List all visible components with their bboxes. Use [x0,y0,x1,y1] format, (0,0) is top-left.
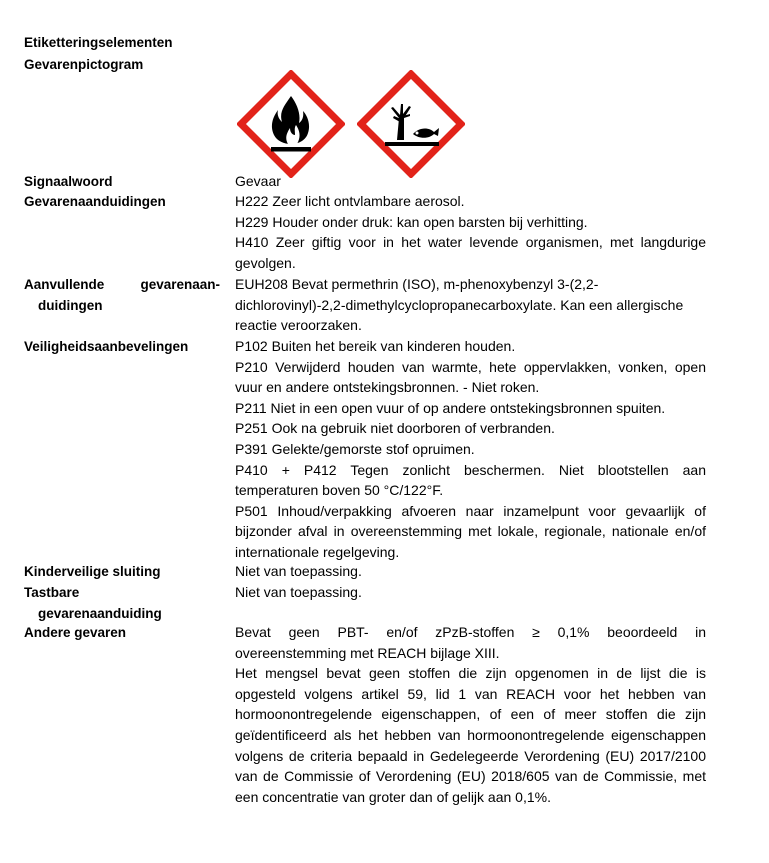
hazard-statements-label: Gevarenaanduidingen [24,194,166,209]
hazard-statement: H222 Zeer licht ontvlambare aerosol. [235,193,465,209]
other-hazards-paragraph: Het mengsel bevat geen stoffen die zijn opgenomen in de lijst die is opgesteld volgens artikel 59, lid 1 van REACH voor het hebben van hormoonontregelende eigenschappen, of een of meer stoffen die zijn geïdentificeerd als het hebben van hormoonontregelende eigenschappen volgens de criteria bepaald in Gedelegeerde Verordening (EU) 2017/2100 van de Commissie of Verordening (EU) 2018/605 van de Commissie, met een concentratie van groter dan of gelijk aan 0,1%. [235,665,706,805]
pictogram-label: Gevarenpictogram [24,57,144,72]
other-hazards-label: Andere gevaren [24,625,127,640]
hazard-statement: H410 Zeer giftig voor in het water levende organismen, met langdurige gevolgen. [235,234,706,271]
tactile-warning-label [24,582,220,624]
supplemental-hazard-label-line1: Aanvullende gevarenaan- [24,277,220,292]
other-hazards-text [235,622,706,807]
precautionary-statement: P102 Buiten het bereik van kinderen houden. [235,338,516,354]
precautionary-statement: P251 Ook na gebruik niet doorboren of verbranden. [235,420,555,437]
precautionary-statement: P211 Niet in een open vuur of op andere ontstekingsbronnen spuiten. [235,399,666,416]
environment-icon [357,70,465,178]
precautionary-label: Veiligheidsaanbevelingen [24,339,189,354]
signal-word-label: Signaalwoord [24,174,113,189]
child-closure-value: Niet van toepassing. [235,563,362,579]
other-hazards-paragraph: Bevat geen PBT- en/of zPzB-stoffen ≥ 0,1% beoordeeld in overeenstemming met REACH bijlage XIII. [235,624,706,661]
tactile-warning-value: Niet van toepassing. [235,584,362,600]
precautionary-statement: P391 Gelekte/gemorste stof opruimen. [235,440,475,457]
supplemental-hazard-text [235,274,706,336]
flame-icon [237,70,345,178]
child-closure-label: Kinderveilige sluiting [24,564,161,579]
supplemental-hazard-label [24,274,220,316]
precautionary-list [235,336,706,563]
supplemental-hazard-label-line2: duidingen [38,298,103,313]
supplemental-hazard-statement: EUH208 Bevat permethrin (ISO), m-phenoxybenzyl 3-(2,2-dichlorovinyl)-2,2-dimethylcyclopropanecarboxylate. Kan een allergische reactie veroorzaken. [235,276,684,334]
tactile-warning-label-line2: gevarenaanduiding [38,606,162,621]
section-title: Etiketteringselementen [24,35,173,50]
tactile-warning-label-line1: Tastbare [24,585,80,600]
precautionary-statement: P501 Inhoud/verpakking afvoeren naar inzamelpunt voor gevaarlijk of bijzonder afval in overeenstemming met lokale, regionale, nationale en/of internationale regelgeving. [235,502,706,560]
precautionary-statement: P210 Verwijderd houden van warmte, hete oppervlakken, vonken, open vuur en andere ontstekingsbronnen. - Niet roken. [235,358,706,396]
signal-word-value: Gevaar [235,173,281,189]
hazard-statements-list [235,191,706,273]
precautionary-statement: P410 + P412 Tegen zonlicht beschermen. Niet blootstellen aan temperaturen boven 50 °C/122°F. [235,461,706,499]
hazard-statement: H229 Houder onder druk: kan open barsten bij verhitting. [235,213,588,230]
